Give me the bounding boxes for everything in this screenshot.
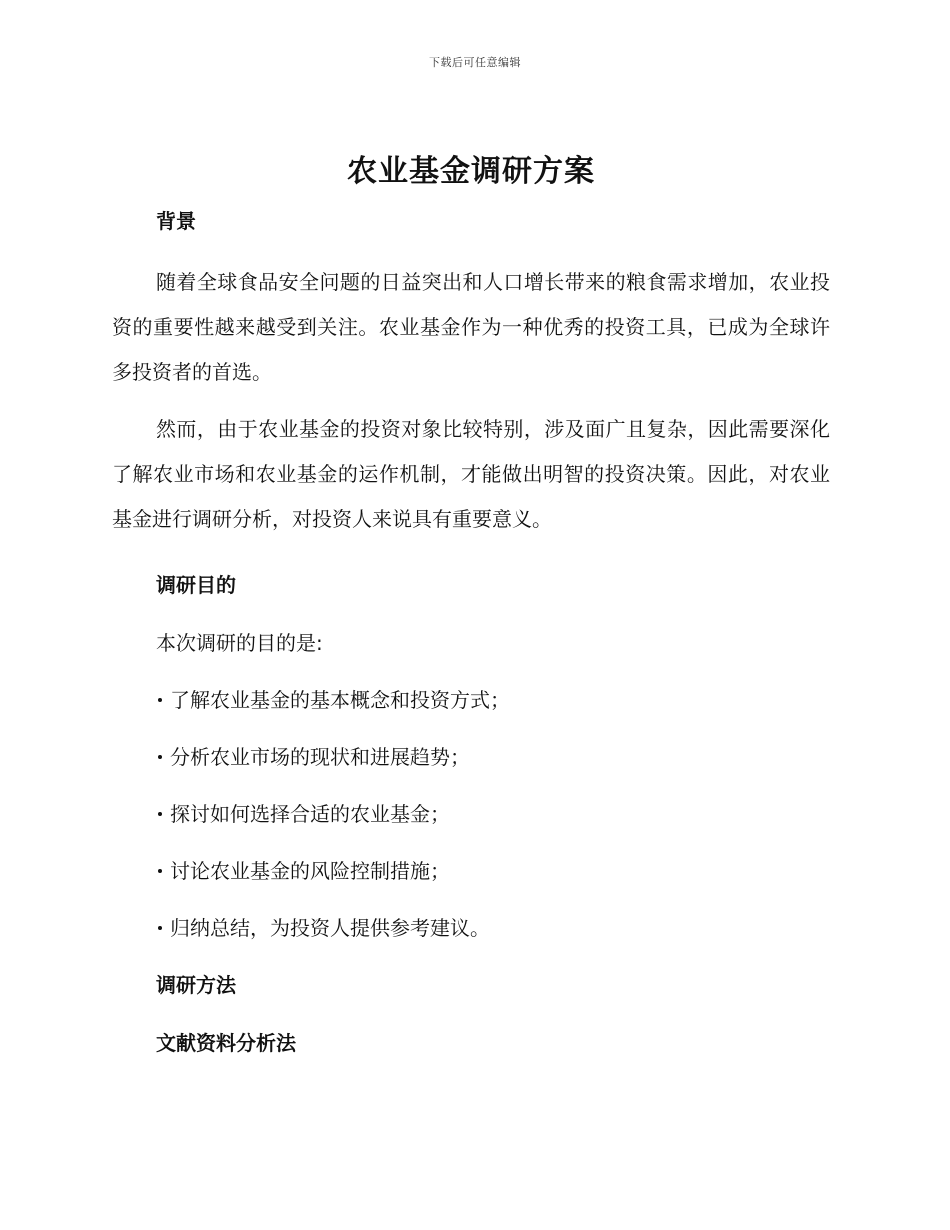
list-item-text: 了解农业基金的基本概念和投资方式； — [170, 688, 510, 712]
list-item-text: 讨论农业基金的风险控制措施； — [170, 859, 450, 883]
bullet-icon — [158, 755, 162, 759]
method-heading: 调研方法 — [156, 973, 236, 997]
bullet-icon — [158, 698, 162, 702]
document-title: 农业基金调研方案 — [347, 154, 595, 189]
list-item-text: 探讨如何选择合适的农业基金； — [170, 802, 450, 826]
header-note: 下载后可任意编辑 — [429, 56, 521, 69]
bullet-icon — [158, 812, 162, 816]
background-paragraph: 随着全球食品安全问题的日益突出和人口增长带来的粮食需求增加，农业投资的重要性越来越受到关注。农业基金作为一种优秀的投资工具，已成为全球许多投资者的首选。 — [112, 270, 830, 384]
background-heading: 背景 — [156, 209, 196, 233]
list-item — [156, 685, 830, 715]
list-item — [156, 742, 830, 772]
document-body — [112, 148, 830, 1058]
bullet-icon — [158, 869, 162, 873]
goal-lead: 本次调研的目的是: — [156, 631, 323, 655]
list-item — [156, 799, 830, 829]
goal-list — [156, 685, 830, 943]
background-paragraph: 然而，由于农业基金的投资对象比较特别，涉及面广且复杂，因此需要深化了解农业市场和农业基金的运作机制，才能做出明智的投资决策。因此，对农业基金进行调研分析，对投资人来说具有重要意义。 — [112, 417, 830, 531]
list-item-text: 归纳总结，为投资人提供参考建议。 — [170, 916, 490, 940]
bullet-icon — [158, 926, 162, 930]
literature-heading: 文献资料分析法 — [156, 1031, 296, 1055]
goal-heading: 调研目的 — [156, 573, 236, 597]
list-item — [156, 913, 830, 943]
list-item-text: 分析农业市场的现状和进展趋势； — [170, 745, 470, 769]
list-item — [156, 856, 830, 886]
